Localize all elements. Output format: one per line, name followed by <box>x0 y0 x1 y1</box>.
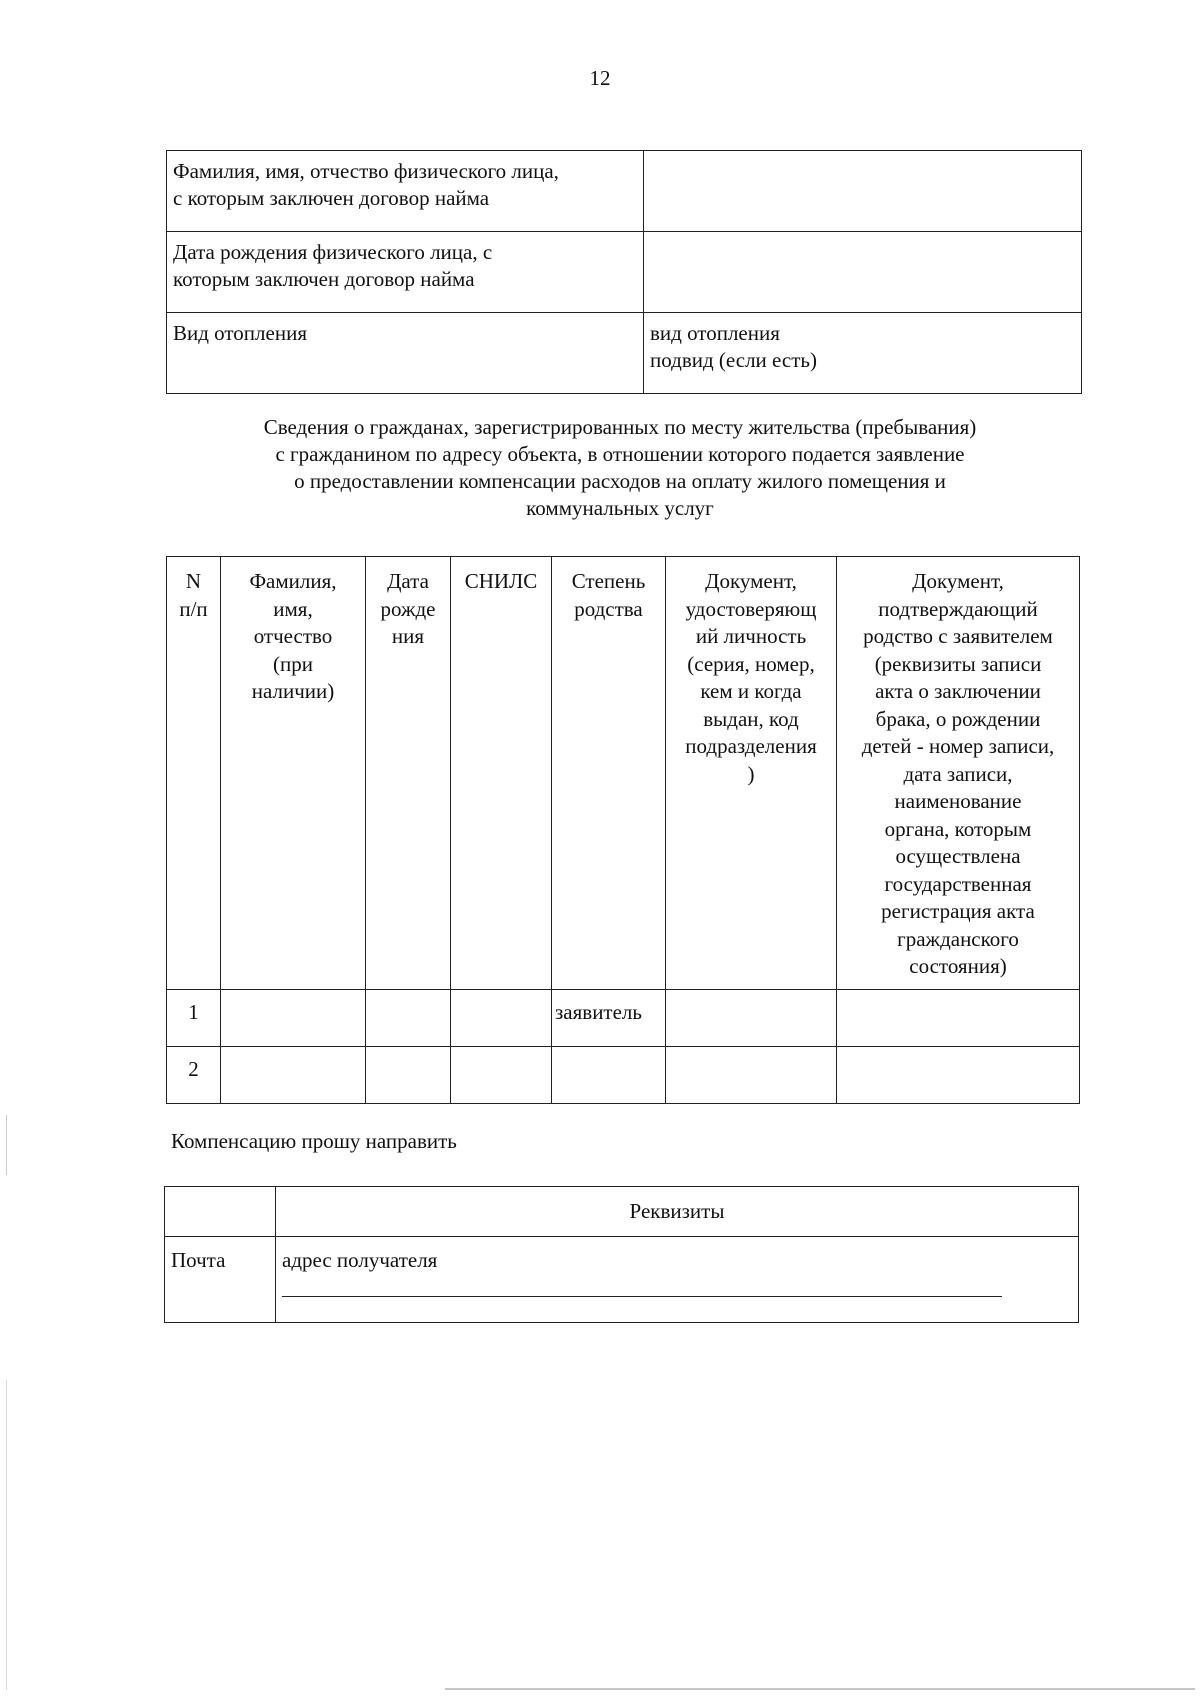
recipient-address-cell[interactable] <box>276 1237 1079 1323</box>
scan-edge-mark <box>6 1380 7 1690</box>
snils-cell[interactable] <box>451 1046 552 1103</box>
scan-edge-mark <box>445 1688 1195 1690</box>
page-number: 12 <box>589 66 611 90</box>
fullname-cell[interactable] <box>221 989 366 1046</box>
tenant-name-field[interactable] <box>644 151 1082 232</box>
heating-type-label: Вид отопления <box>167 313 644 394</box>
scan-edge-mark <box>6 1115 7 1175</box>
tenant-birthdate-label: Дата рождения физического лица, с которым заключен договор найма <box>167 232 644 313</box>
delivery-method-cell: Почта <box>165 1237 276 1323</box>
row-number: 2 <box>167 1046 221 1103</box>
column-header-id-document: Документ, удостоверяющ ий личность (серия, номер, кем и когда выдан, код подразделения ) <box>666 557 837 990</box>
table-header-row <box>167 557 1080 990</box>
table-header-row <box>165 1187 1079 1237</box>
fullname-cell[interactable] <box>221 1046 366 1103</box>
contract-info-table <box>166 150 1082 394</box>
table-row <box>167 1046 1080 1103</box>
birthdate-cell[interactable] <box>366 989 451 1046</box>
column-header-birthdate: Дата рожде ния <box>366 557 451 990</box>
table-row <box>165 1237 1079 1323</box>
kinship-document-cell[interactable] <box>837 989 1080 1046</box>
table-row <box>167 232 1082 313</box>
column-header-relation: Степень родства <box>552 557 666 990</box>
column-header-snils: СНИЛС <box>451 557 552 990</box>
heating-type-field[interactable]: вид отопления подвид (если есть) <box>644 313 1082 394</box>
id-document-cell[interactable] <box>666 1046 837 1103</box>
row-number: 1 <box>167 989 221 1046</box>
address-entry-line[interactable] <box>282 1274 1002 1297</box>
table-row <box>167 313 1082 394</box>
relation-cell[interactable]: заявитель <box>552 989 666 1046</box>
relation-cell[interactable] <box>552 1046 666 1103</box>
table-row <box>167 151 1082 232</box>
kinship-document-cell[interactable] <box>837 1046 1080 1103</box>
compensation-label: Компенсацию прошу направить <box>171 1129 457 1153</box>
snils-cell[interactable] <box>451 989 552 1046</box>
requisites-header: Реквизиты <box>276 1187 1079 1237</box>
column-header-fullname: Фамилия, имя, отчество (при наличии) <box>221 557 366 990</box>
id-document-cell[interactable] <box>666 989 837 1046</box>
column-header-kinship-document: Документ, подтверждающий родство с заявителем (реквизиты записи акта о заключении брака, о рождении детей - номер записи, дата записи, наименование органа, которым осуществлена государственная регистрация акта гражданского состояния) <box>837 557 1080 990</box>
column-header-number: N п/п <box>167 557 221 990</box>
table-row <box>167 989 1080 1046</box>
tenant-name-label: Фамилия, имя, отчество физического лица, с которым заключен договор найма <box>167 151 644 232</box>
registered-citizens-table <box>166 556 1080 1104</box>
empty-header-cell <box>165 1187 276 1237</box>
birthdate-cell[interactable] <box>366 1046 451 1103</box>
section-heading: Сведения о гражданах, зарегистрированных по месту жительства (пребывания) с гражданином по адресу объекта, в отношении которого подается заявление о предоставлении компенсации расходов на оплату жилого помещения и коммунальных услуг <box>263 415 977 520</box>
payment-details-table <box>164 1186 1079 1323</box>
tenant-birthdate-field[interactable] <box>644 232 1082 313</box>
recipient-address-label: адрес получателя <box>282 1248 438 1272</box>
